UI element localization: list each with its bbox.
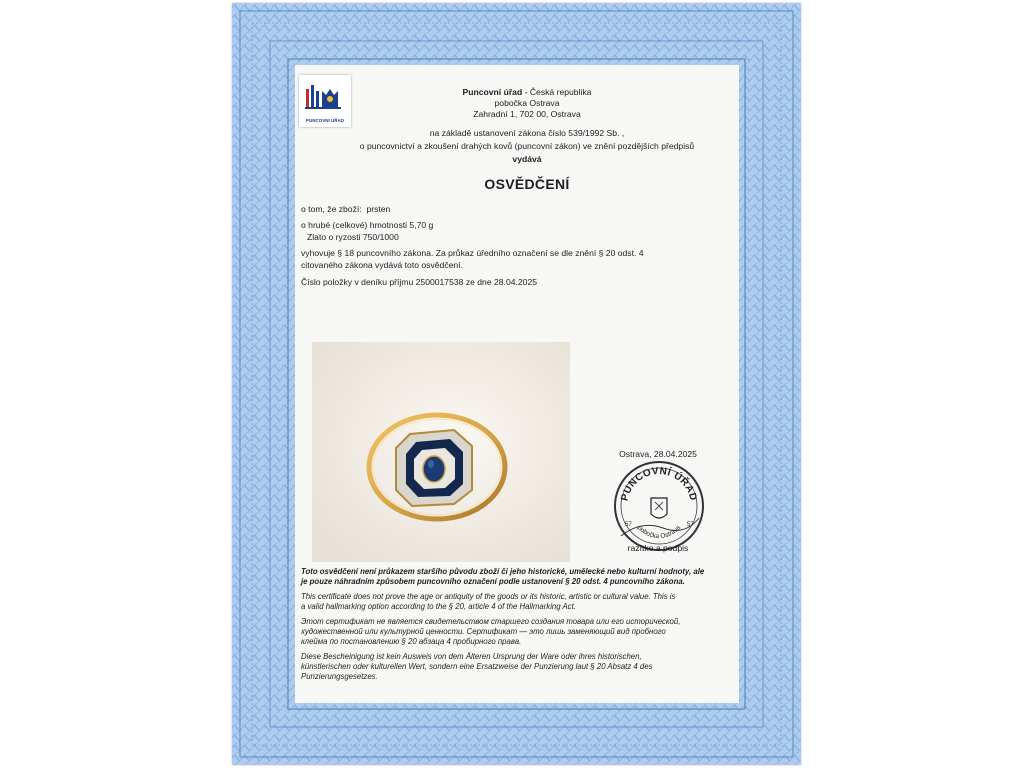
footer-cz-1: Toto osvědčení není průkazem staršího původu zboží či jeho historické, umělecké nebo kulturní hodnoty, ale [301,567,705,576]
footer-ru-2: художественной или культурной ценности. Сертификат — это лишь заменяющий вид пробного [301,627,666,636]
stamp-number-right: 57 [687,522,694,528]
signature-label: razítko a podpis [627,543,689,553]
address-line: Zahradní 1, 702 00, Ostrava [473,109,581,119]
stamp-seal-icon [611,458,707,554]
footer-ru-1: Этот сертификат не является свидетельством старшего создания товара или его исторической, [301,617,681,626]
puncovni-urad-crown-icon [299,77,351,117]
footer-de-2: künstlerischen oder kulturellen Wert, sondern eine Ersatzweise der Punzierung laut § 20 Absatz 4 des [301,662,653,671]
footer-disclaimers [301,567,733,682]
office-name: Puncovní úřad [462,87,523,97]
goods-value: prsten [366,204,391,214]
footer-de-3: Punzierungsgesetzes. [301,672,378,681]
ring-photo [312,342,570,562]
weight-line: o hrubé (celkové) hmotnosti 5,70 g [301,220,434,230]
goods-label: o tom, že zboží: [301,204,362,214]
logo [299,75,351,127]
footer-de-1: Diese Bescheinigung ist kein Ausweis von dem Älteren Ursprung der Ware oder ihres historischen, [301,652,642,661]
law-line-2: o puncovnictví a zkoušení drahých kovů (puncovní zákon) ve znění pozdějších předpisů [359,141,695,151]
place-date: Ostrava, 28.04.2025 [619,449,697,459]
footer-en-1: This certificate does not prove the age or antiquity of the goods or its historic, artistic or cultural value. This is [301,592,676,601]
stamp-top-text: PUNCOVNÍ ÚŘAD [619,465,699,503]
goods-line [301,204,390,215]
law-line-1: na základě ustanovení zákona číslo 539/1992 Sb. , [429,128,625,138]
logo-text: PUNCOVNÍ ÚŘAD [305,118,344,123]
office-line [355,87,699,98]
document-title: OSVĚDČENÍ [484,176,570,192]
stamp-bottom-text: pobočka Ostrava [635,524,683,541]
ring-image [312,342,570,562]
metal-line: Zlato o ryzosti 750/1000 [307,232,399,242]
certificate-panel [295,65,739,703]
item-number-line: Číslo položky v deníku příjmu 2500017538 ze dne 28.04.2025 [301,277,538,287]
footer-ru-3: клейма по постановлению § 20 абзаца 4 пробирного права. [301,637,522,646]
stamp-number-left: 57 [625,522,632,528]
issues-label: vydává [512,154,542,164]
footer-en-2: a valid hallmarking option according to the § 20, article 4 of the Hallmarking Act. [301,602,576,611]
office-country: - Česká republika [522,87,592,97]
official-stamp [611,458,707,554]
certificate-sheet [232,3,801,765]
compliance-line-1: vyhovuje § 18 puncovního zákona. Za průkaz úředního označení se dle znění § 20 odst. 4 [301,248,644,258]
branch-line: pobočka Ostrava [494,98,560,108]
compliance-line-2: citovaného zákona vydává toto osvědčení. [301,260,463,270]
footer-cz-2: je pouze náhradním způsobem puncovního označení podle ustanovení § 20 odst. 4 puncovního zákona. [301,577,685,586]
